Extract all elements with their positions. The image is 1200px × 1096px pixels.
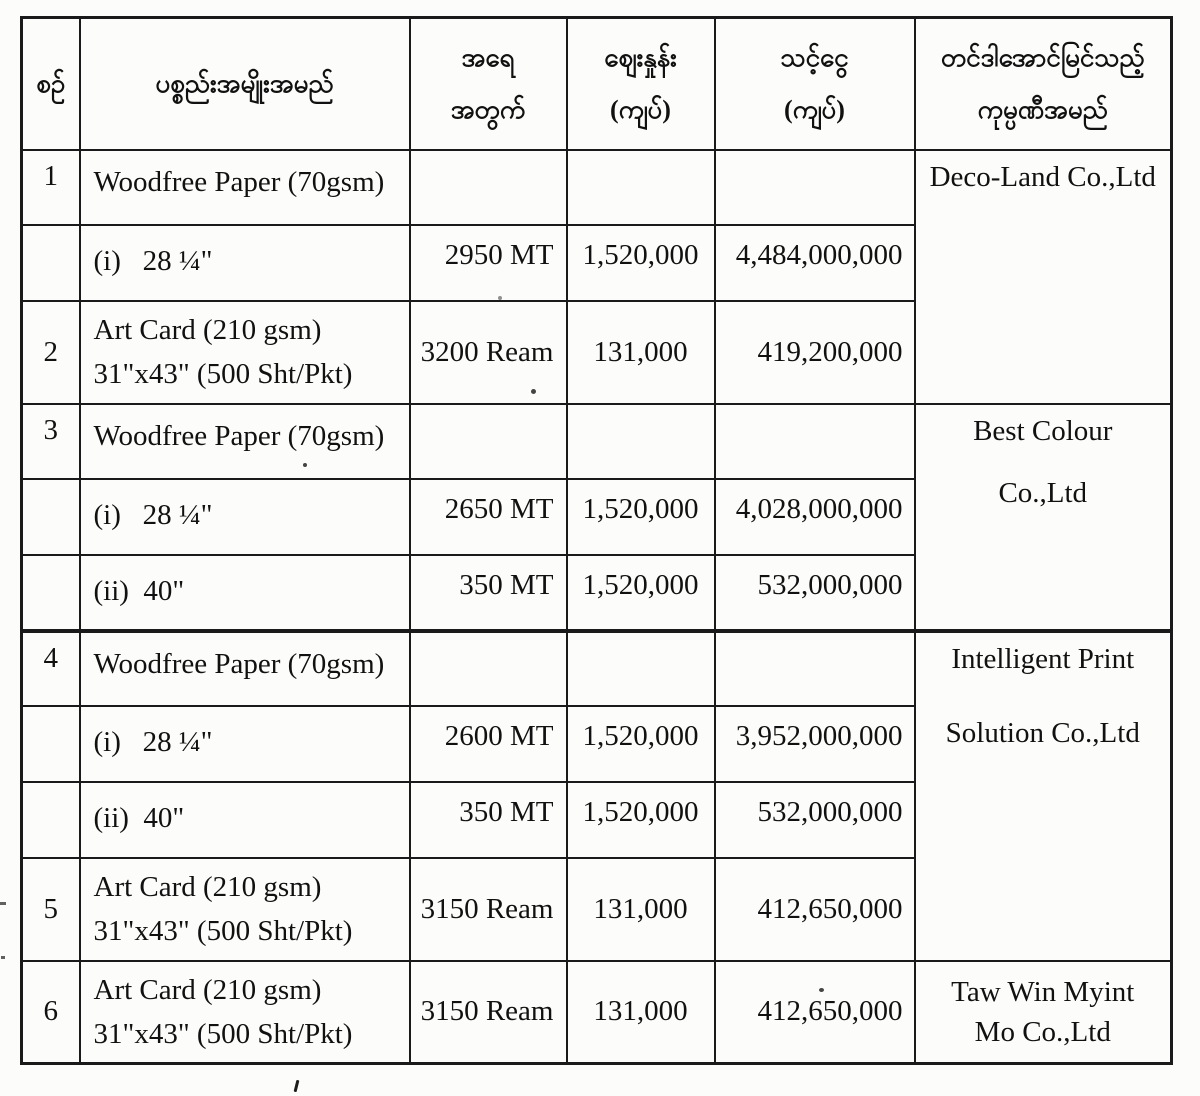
item-cell — [80, 150, 410, 225]
company-cell — [915, 404, 1172, 631]
price-cell: 131,000 — [567, 961, 715, 1064]
price-cell: 1,520,000 — [567, 782, 715, 858]
header-text-line: သင့်ငွေ — [780, 42, 849, 72]
company-cell — [915, 631, 1172, 961]
item-text-line: Art Card (210 gsm) — [93, 973, 322, 1006]
price-cell: 131,000 — [567, 858, 715, 961]
item-text-line: 31"x43" (500 Sht/Pkt) — [93, 1017, 353, 1050]
quantity-cell: 2600 MT — [410, 706, 567, 782]
company-text-line: Solution Co.,Ltd — [945, 716, 1140, 749]
item-text-line: (i) 28 ¼" — [93, 725, 213, 758]
table-header — [22, 18, 1172, 150]
header-text-line: ကုမ္ပဏီအမည် — [977, 94, 1108, 124]
item-text-line: Woodfree Paper (70gsm) — [93, 647, 385, 680]
price-cell — [567, 404, 715, 479]
scan-speck — [303, 463, 307, 467]
company-text-line: Intelligent Print — [951, 642, 1135, 675]
quantity-cell: 2650 MT — [410, 479, 567, 555]
item-cell — [80, 301, 410, 404]
quantity-cell: 3150 Ream — [410, 858, 567, 961]
item-cell — [80, 961, 410, 1064]
amount-cell: 419,200,000 — [715, 301, 915, 404]
quantity-cell — [410, 150, 567, 225]
item-cell — [80, 631, 410, 706]
quantity-cell — [410, 631, 567, 706]
col-header-item — [80, 18, 410, 150]
item-text-line: Art Card (210 gsm) — [93, 314, 322, 346]
header-text-line: ပစ္စည်းအမျိုးအမည် — [155, 68, 334, 98]
serial-cell: 3 — [22, 404, 80, 479]
price-cell: 1,520,000 — [567, 706, 715, 782]
col-header-price — [567, 18, 715, 150]
company-text-line: Mo Co.,Ltd — [974, 1015, 1111, 1048]
serial-cell: 5 — [22, 858, 80, 961]
scan-edge-mark — [1, 956, 5, 959]
serial-cell: 6 — [22, 961, 80, 1064]
amount-cell: 4,484,000,000 — [715, 225, 915, 301]
tender-results-table — [20, 16, 1173, 1065]
quantity-cell: 350 MT — [410, 782, 567, 858]
quantity-cell: 350 MT — [410, 555, 567, 631]
scan-speck — [819, 988, 824, 992]
serial-cell: 2 — [22, 301, 80, 404]
company-text-line: Best Colour — [973, 414, 1113, 447]
amount-cell — [715, 150, 915, 225]
company-cell — [915, 961, 1172, 1064]
serial-cell: 1 — [22, 150, 80, 225]
price-cell — [567, 150, 715, 225]
quantity-cell — [410, 404, 567, 479]
amount-cell: 412,650,000 — [715, 858, 915, 961]
item-text-line: Woodfree Paper (70gsm) — [93, 165, 385, 198]
scan-speck — [498, 296, 502, 300]
serial-cell — [22, 782, 80, 858]
quantity-cell: 3200 Ream — [410, 301, 567, 404]
scan-edge-mark — [0, 902, 6, 905]
item-cell — [80, 858, 410, 961]
price-cell: 131,000 — [567, 301, 715, 404]
header-text-line: (ကျပ်) — [610, 94, 671, 124]
amount-cell: 4,028,000,000 — [715, 479, 915, 555]
item-cell — [80, 782, 410, 858]
amount-cell — [715, 404, 915, 479]
price-cell: 1,520,000 — [567, 479, 715, 555]
price-cell: 1,520,000 — [567, 225, 715, 301]
header-row — [22, 18, 1172, 150]
quantity-cell: 3150 Ream — [410, 961, 567, 1064]
item-cell — [80, 225, 410, 301]
header-text-line: (ကျပ်) — [784, 94, 845, 124]
table-row — [22, 404, 1172, 479]
serial-cell — [22, 555, 80, 631]
header-text-line: အရေ — [461, 42, 515, 72]
scan-speck — [531, 389, 536, 394]
serial-cell — [22, 479, 80, 555]
item-text-line: (ii) 40" — [93, 574, 185, 607]
item-cell — [80, 555, 410, 631]
price-cell — [567, 631, 715, 706]
col-header-quantity — [410, 18, 567, 150]
item-text-line: 31"x43" (500 Sht/Pkt) — [93, 358, 353, 390]
header-text-line: ဈေးနှုန်း — [604, 42, 677, 72]
scan-tick-mark — [294, 1080, 300, 1092]
item-cell — [80, 479, 410, 555]
table-row — [22, 631, 1172, 706]
serial-cell — [22, 706, 80, 782]
amount-cell: 412,650,000 — [715, 961, 915, 1064]
price-cell: 1,520,000 — [567, 555, 715, 631]
serial-cell — [22, 225, 80, 301]
amount-cell: 532,000,000 — [715, 782, 915, 858]
company-cell — [915, 150, 1172, 404]
header-text-line: အတွက် — [450, 94, 526, 124]
item-text-line: Woodfree Paper (70gsm) — [93, 419, 385, 452]
item-cell — [80, 404, 410, 479]
company-text-line: Deco-Land Co.,Ltd — [929, 160, 1156, 193]
item-text-line: (ii) 40" — [93, 801, 185, 834]
table-row — [22, 150, 1172, 225]
amount-cell: 3,952,000,000 — [715, 706, 915, 782]
header-text-line: တင်ဒါအောင်မြင်သည့် — [940, 42, 1145, 72]
serial-cell: 4 — [22, 631, 80, 706]
company-text-line: Taw Win Myint — [951, 975, 1135, 1008]
col-header-amount — [715, 18, 915, 150]
amount-cell — [715, 631, 915, 706]
company-text-line: Co.,Ltd — [998, 476, 1088, 509]
amount-cell: 532,000,000 — [715, 555, 915, 631]
item-text-line: Art Card (210 gsm) — [93, 871, 322, 903]
col-header-company — [915, 18, 1172, 150]
item-text-line: (i) 28 ¼" — [93, 498, 213, 531]
item-text-line: 31"x43" (500 Sht/Pkt) — [93, 915, 353, 947]
item-text-line: (i) 28 ¼" — [93, 244, 213, 277]
item-cell — [80, 706, 410, 782]
table-row — [22, 961, 1172, 1064]
quantity-cell: 2950 MT — [410, 225, 567, 301]
col-header-serial — [22, 18, 80, 150]
header-text-line: စဉ် — [36, 68, 66, 98]
